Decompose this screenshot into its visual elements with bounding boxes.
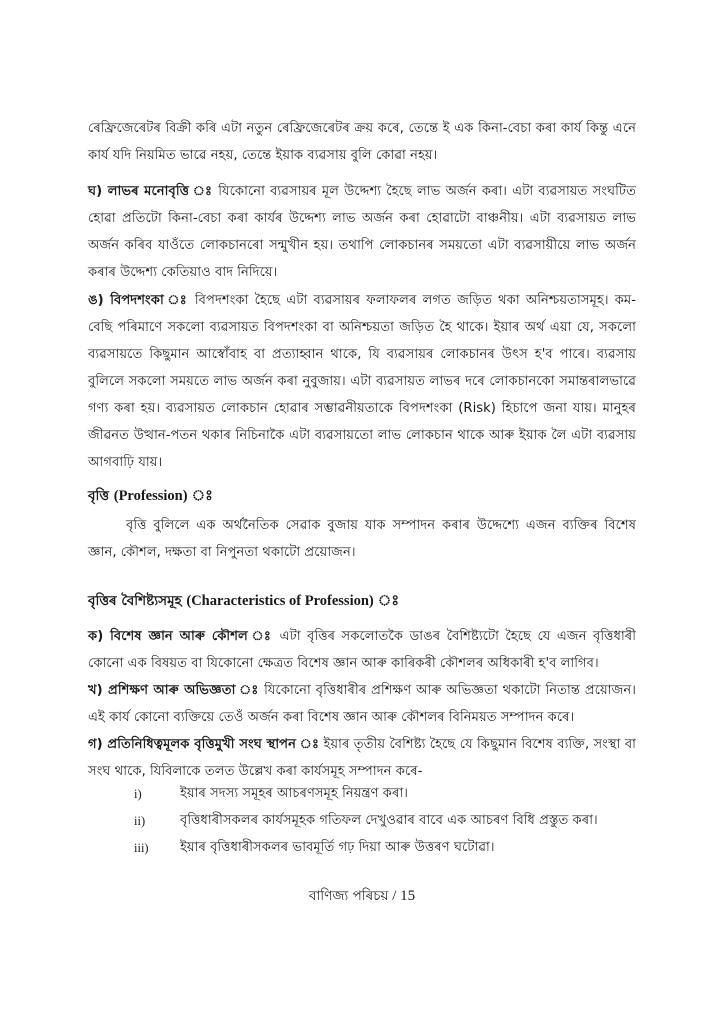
list-item-text: ইয়াৰ সদস্য সমূহৰ আচৰণসমূহ নিয়ন্ত্ৰণ কৰা। xyxy=(180,786,408,801)
characteristic-b-text: যিকোনো বৃত্তিধাৰীৰ প্ৰশিক্ষণ আৰু অভিজ্ঞতা থকাটো নিতান্ত প্ৰয়োজন। এই কাৰ্য কোনো ব্যক্তিয়ে তেওঁ অৰ্জন কৰা বিশেষ জ্ঞান আৰু কৌশলৰ বিনিময়ত সম্পাদন কৰে। xyxy=(88,683,637,725)
list-item-text: বৃত্তিধাৰীসকলৰ কাৰ্যসমূহক গতিফল দেখুওৱাৰ বাবে এক আচৰণ বিধি প্ৰস্তুত কৰা। xyxy=(180,813,598,828)
profession-heading-en: (Profession) ঃ xyxy=(113,488,213,504)
characteristic-c xyxy=(88,731,636,785)
characteristic-a-text: এটা বৃত্তিৰ সকলোতকৈ ডাঙৰ বৈশিষ্ট্যটো হৈছে যে এজন বৃত্তিধাৰী কোনো এক বিষয়ত বা যিকোনো ক্ষেত্ৰত বিশেষ জ্ঞান আৰু কাৰিকৰী কৌশলৰ অধিকাৰী হ'ব লাগিব। xyxy=(88,629,636,671)
risk-paragraph xyxy=(88,287,636,476)
footer-book-title: বাণিজ্য পৰিচয় xyxy=(308,888,389,904)
characteristic-b xyxy=(88,677,636,731)
page-footer xyxy=(0,885,724,908)
characteristic-c-text: ইয়াৰ তৃতীয় বৈশিষ্ট্য হৈছে যে কিছুমান বিশেষ ব্যক্তি, সংস্থা বা সংঘ থাকে, যিবিলাকে তলত উল্লেখ কৰা কাৰ্যসমূহ সম্পাদন কৰে- xyxy=(88,737,636,779)
risk-label: ঙ) বিপদশংকা ঃ xyxy=(88,293,189,308)
intro-paragraph: ৰেফ্ৰিজেৰেটৰ বিক্ৰী কৰি এটা নতুন ৰেফ্ৰিজেৰেটৰ ক্ৰয় কৰে, তেন্তে ই এক কিনা-বেচা কৰা কাৰ্য কিন্তু এনে কাৰ্য যদি নিয়মিত ভাৱে নহয়, তেন্তে ইয়াক ব্যৱসায় বুলি কোৱা নহয়। xyxy=(88,121,636,163)
profit-motive-label: ঘ) লাভৰ মনোবৃত্তি ঃ xyxy=(88,184,214,199)
profession-heading xyxy=(88,485,636,509)
characteristics-heading xyxy=(88,590,636,614)
characteristic-a-label: ক) বিশেষ জ্ঞান আৰু কৌশল ঃ xyxy=(88,629,274,644)
characteristic-b-label: খ) প্ৰশিক্ষণ আৰু অভিজ্ঞতা ঃ xyxy=(88,683,260,698)
characteristic-c-label: গ) প্ৰতিনিধিত্বমূলক বৃত্তিমুখী সংঘ স্থাপন ঃ xyxy=(88,737,320,752)
characteristics-heading-bn: বৃত্তিৰ বৈশিষ্ট্যসমূহ xyxy=(88,593,187,609)
characteristics-heading-en: (Characteristics of Profession) ঃ xyxy=(186,593,400,609)
characteristic-a xyxy=(88,623,636,677)
risk-text: বিপদশংকা হৈছে এটা ব্যৱসায়ৰ ফলাফলৰ লগত জড়িত থকা অনিশ্চয়তাসমূহ। কম-বেছি পৰিমাণে সকলো ব্যৱসায়ত বিপদশংকা বা অনিশ্চয়তা জড়িত হৈ থাকে। ইয়াৰ অৰ্থ এয়া যে, সকলো ব্যৱসায়তে কিছুমান আস্বোঁবাহ বা প্ৰত্যাহ্বান থাকে, যি ব্যৱসায়ৰ লোকচানৰ উৎস হ'ব পাৰে। ব্যৱসায় বুলিলে সকলো সময়তে লাভ অৰ্জন কৰা নুবুজায়। এটা ব্যৱসায়ত লাভৰ দৰে লোকচানকো সমান্তৰালভাৱে গণ্য কৰা হয়। ব্যৱসায়ত লোকচান হোৱাৰ সম্ভাৱনীয়তাকে বিপদশংকা (Risk) হিচাপে জনা যায়। মানুহৰ জীৱনত উত্থান-পতন থকাৰ নিচিনাকৈ এটা ব্যৱসায়তো লাভ লোকচান থাকে আৰু ইয়াক লৈ এটা ব্যৱসায় আগবাঢ়ি যায়। xyxy=(88,293,636,470)
list-item-text: ইয়াৰ বৃত্তিধাৰীসকলৰ ভাবমূৰ্তি গঢ় দিয়া আৰু উত্তৰণ ঘটোৱা। xyxy=(180,840,495,855)
list-item-number: iii) xyxy=(134,841,149,855)
list-item-number: ii) xyxy=(134,814,146,828)
page-number: / 15 xyxy=(388,888,416,904)
profit-motive-paragraph xyxy=(88,178,636,286)
profession-heading-bn: বৃত্তি xyxy=(88,488,114,504)
profit-motive-text: যিকোনো ব্যৱসায়ৰ মূল উদ্দেশ্য হৈছে লাভ অৰ্জন কৰা। এটা ব্যৱসায়ত সংঘটিত হোৱা প্ৰতিটো কিনা-বেচা কৰা কাৰ্যৰ উদ্দেশ্য লাভ অৰ্জন কৰা হোৱাটো বাঞ্চনীয়। এটা ব্যৱসায়ত লাভ অৰ্জন কৰিব যাওঁতে লোকচানৰো সন্মুখীন হয়। তথাপি লোকচানৰ সময়তো এটা ব্যৱসায়ীয়ে লাভ অৰ্জন কৰাৰ উদ্দেশ্য কেতিয়াও বাদ নিদিয়ে। xyxy=(88,184,636,280)
profession-definition: বৃত্তি বুলিলে এক অৰ্থনৈতিক সেৱাক বুজায় যাক সম্পাদন কৰাৰ উদ্দেশ্যে এজন ব্যক্তিৰ বিশেষ জ্ঞান, কৌশল, দক্ষতা বা নিপুনতা থকাটো প্ৰয়োজন। xyxy=(88,518,636,560)
list-item-number: i) xyxy=(134,787,142,801)
